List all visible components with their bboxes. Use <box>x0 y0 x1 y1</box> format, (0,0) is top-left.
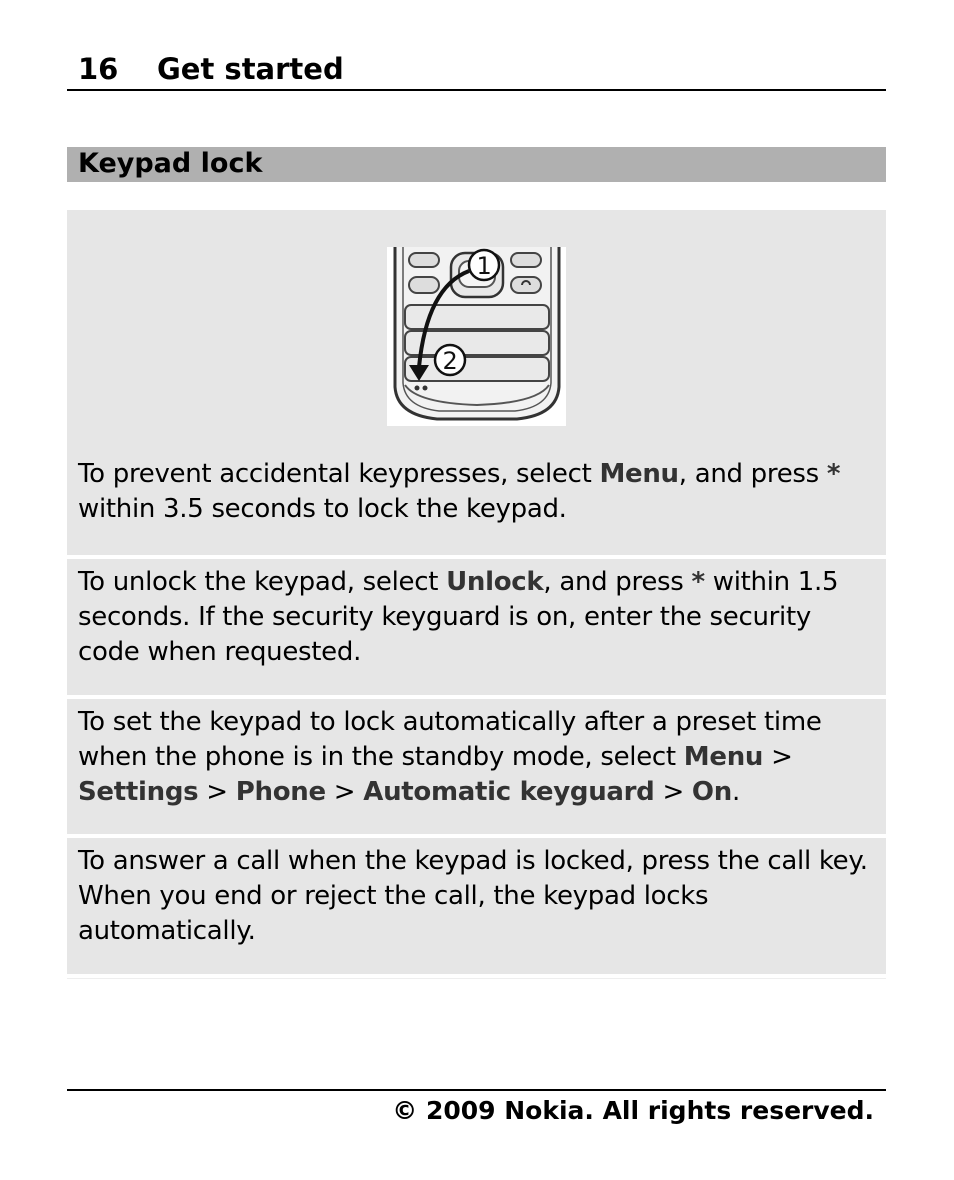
automatic-keyguard-label: Automatic keyguard <box>363 777 655 807</box>
menu-label: Menu <box>599 459 679 489</box>
text: To unlock the keypad, select <box>78 567 447 597</box>
text: within 3.5 seconds to lock the keypad. <box>78 494 567 524</box>
menu-label: Menu <box>683 742 764 772</box>
text: To set the keypad to lock automatically after a preset time when the phone is in the standby mode, select <box>78 707 822 772</box>
section-title: Keypad lock <box>67 147 886 182</box>
page-header <box>67 52 886 91</box>
phone-keypad-drawing <box>387 247 566 426</box>
text: To prevent accidental keypresses, select <box>78 459 600 489</box>
phone-label: Phone <box>235 777 326 807</box>
separator: > <box>763 742 793 772</box>
settings-label: Settings <box>78 777 199 807</box>
text: . <box>731 777 740 807</box>
keypad-lock-illustration <box>387 247 566 426</box>
text: , and press <box>543 567 692 597</box>
separator: > <box>654 777 692 807</box>
paragraph-unlock <box>67 559 886 695</box>
star-key-label: * <box>826 459 841 489</box>
unlock-label: Unlock <box>446 567 544 597</box>
on-label: On <box>691 777 732 807</box>
paragraph-lock <box>78 457 880 527</box>
paragraph-auto-lock <box>67 699 886 834</box>
copyright-notice: © 2009 Nokia. All rights reserved. <box>392 1096 874 1125</box>
paragraph-answer-call <box>67 838 886 974</box>
separator: > <box>198 777 236 807</box>
chapter-title: Get started <box>157 52 344 86</box>
footer-rule <box>67 1089 886 1091</box>
text: within 1.5 seconds. If the security keyguard is on, enter the security code when requested. <box>78 567 839 667</box>
content-block-1 <box>67 210 886 555</box>
callout-2-label: 2 <box>442 347 458 375</box>
divider <box>67 978 886 979</box>
callout-1-label: 1 <box>476 252 492 280</box>
page-number: 16 <box>78 52 119 86</box>
text: , and press <box>678 459 827 489</box>
text: To answer a call when the keypad is locked, press the call key. When you end or reject the call, the keypad locks automatically. <box>78 846 868 946</box>
star-key-label: * <box>691 567 705 597</box>
separator: > <box>325 777 364 807</box>
